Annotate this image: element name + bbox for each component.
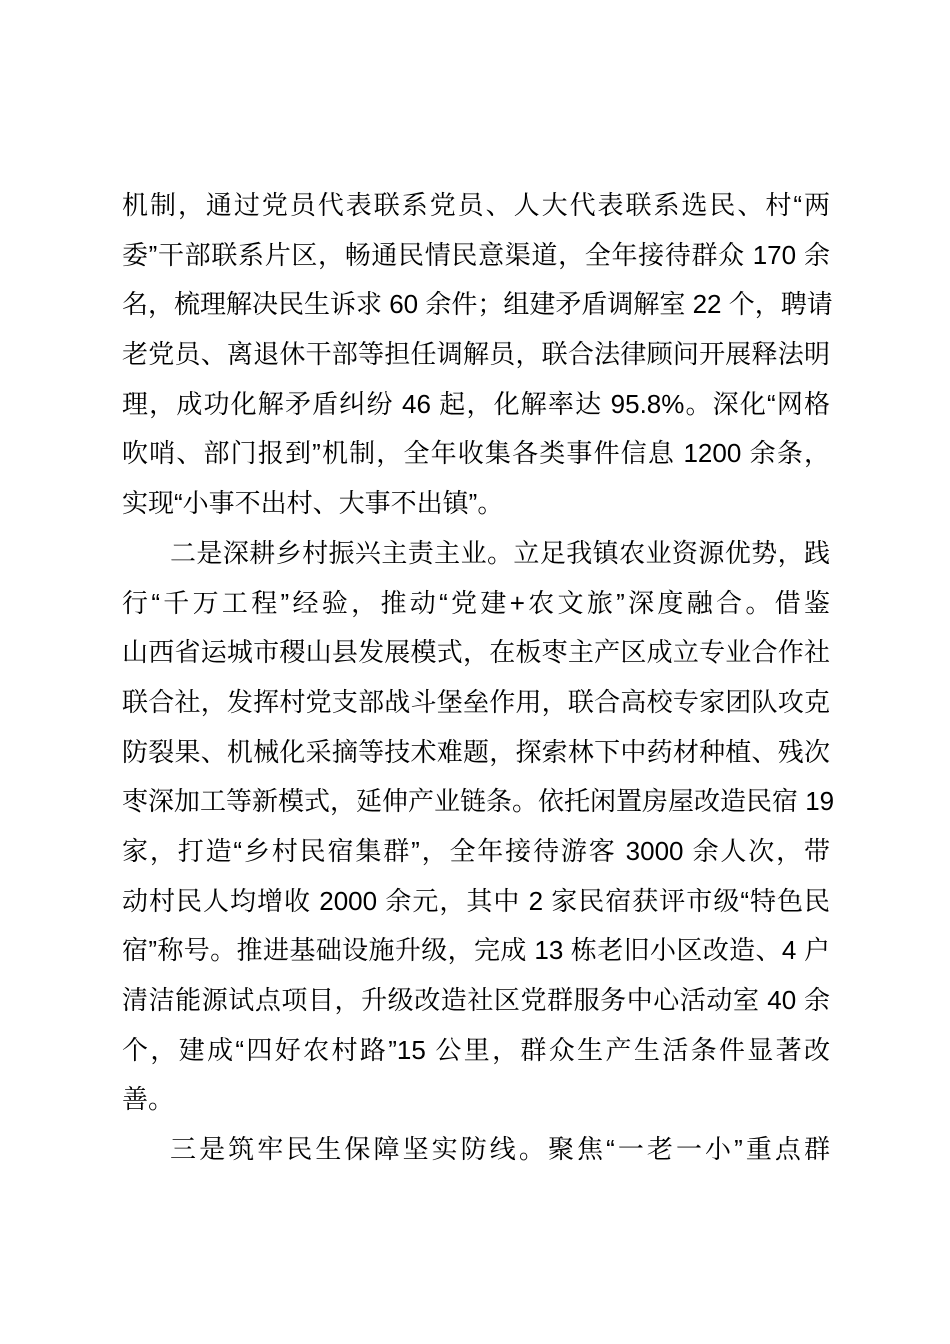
text-line: 防裂果、机械化采摘等技术难题，探索林下中药材种植、残次: [122, 736, 830, 767]
text-line: 动村民人均增收 2000 余元，其中 2 家民宿获评市级“特色民: [122, 885, 830, 916]
text-line: 老党员、离退休干部等担任调解员，联合法律顾问开展释法明: [122, 339, 830, 370]
text-line: 联合社，发挥村党支部战斗堡垒作用，联合高校专家团队攻克: [122, 686, 830, 717]
paragraph-lead-line: 三是筑牢民生保障坚实防线。聚焦“一老一小”重点群: [170, 1134, 830, 1165]
text-line: 名，梳理解决民生诉求 60 余件；组建矛盾调解室 22 个，聘请: [122, 289, 833, 320]
text-line: 个，建成“四好农村路”15 公里，群众生产生活条件显著改: [122, 1034, 830, 1065]
text-line: 枣深加工等新模式，延伸产业链条。依托闲置房屋改造民宿 19: [122, 786, 835, 817]
text-line: 山西省运城市稷山县发展模式，在板枣主产区成立专业合作社: [122, 637, 830, 668]
paragraph-lead-line: 二是深耕乡村振兴主责主业。立足我镇农业资源优势，践: [170, 537, 830, 568]
text-line: 吹哨、部门报到”机制，全年收集各类事件信息 1200 余条，: [122, 438, 830, 469]
document-body-text: [122, 181, 835, 1175]
text-line: 清洁能源试点项目，升级改造社区党群服务中心活动室 40 余: [122, 985, 830, 1015]
text-line: 委”干部联系片区，畅通民情民意渠道，全年接待群众 170 余: [122, 239, 830, 270]
text-line: 善。: [122, 1084, 175, 1115]
text-line: 宿”称号。推进基础设施升级，完成 13 栋老旧小区改造、4 户: [122, 935, 830, 966]
text-line: 理，成功化解矛盾纠纷 46 起，化解率达 95.8%。深化“网格: [122, 388, 830, 419]
text-line: 行“千万工程”经验，推动“党建+农文旅”深度融合。借鉴: [122, 587, 830, 618]
text-line: 实现“小事不出村、大事不出镇”。: [122, 488, 504, 519]
text-line: 家，打造“乡村民宿集群”，全年接待游客 3000 余人次，带: [122, 835, 830, 866]
text-line: 机制，通过党员代表联系党员、人大代表联系选民、村“两: [122, 190, 830, 220]
